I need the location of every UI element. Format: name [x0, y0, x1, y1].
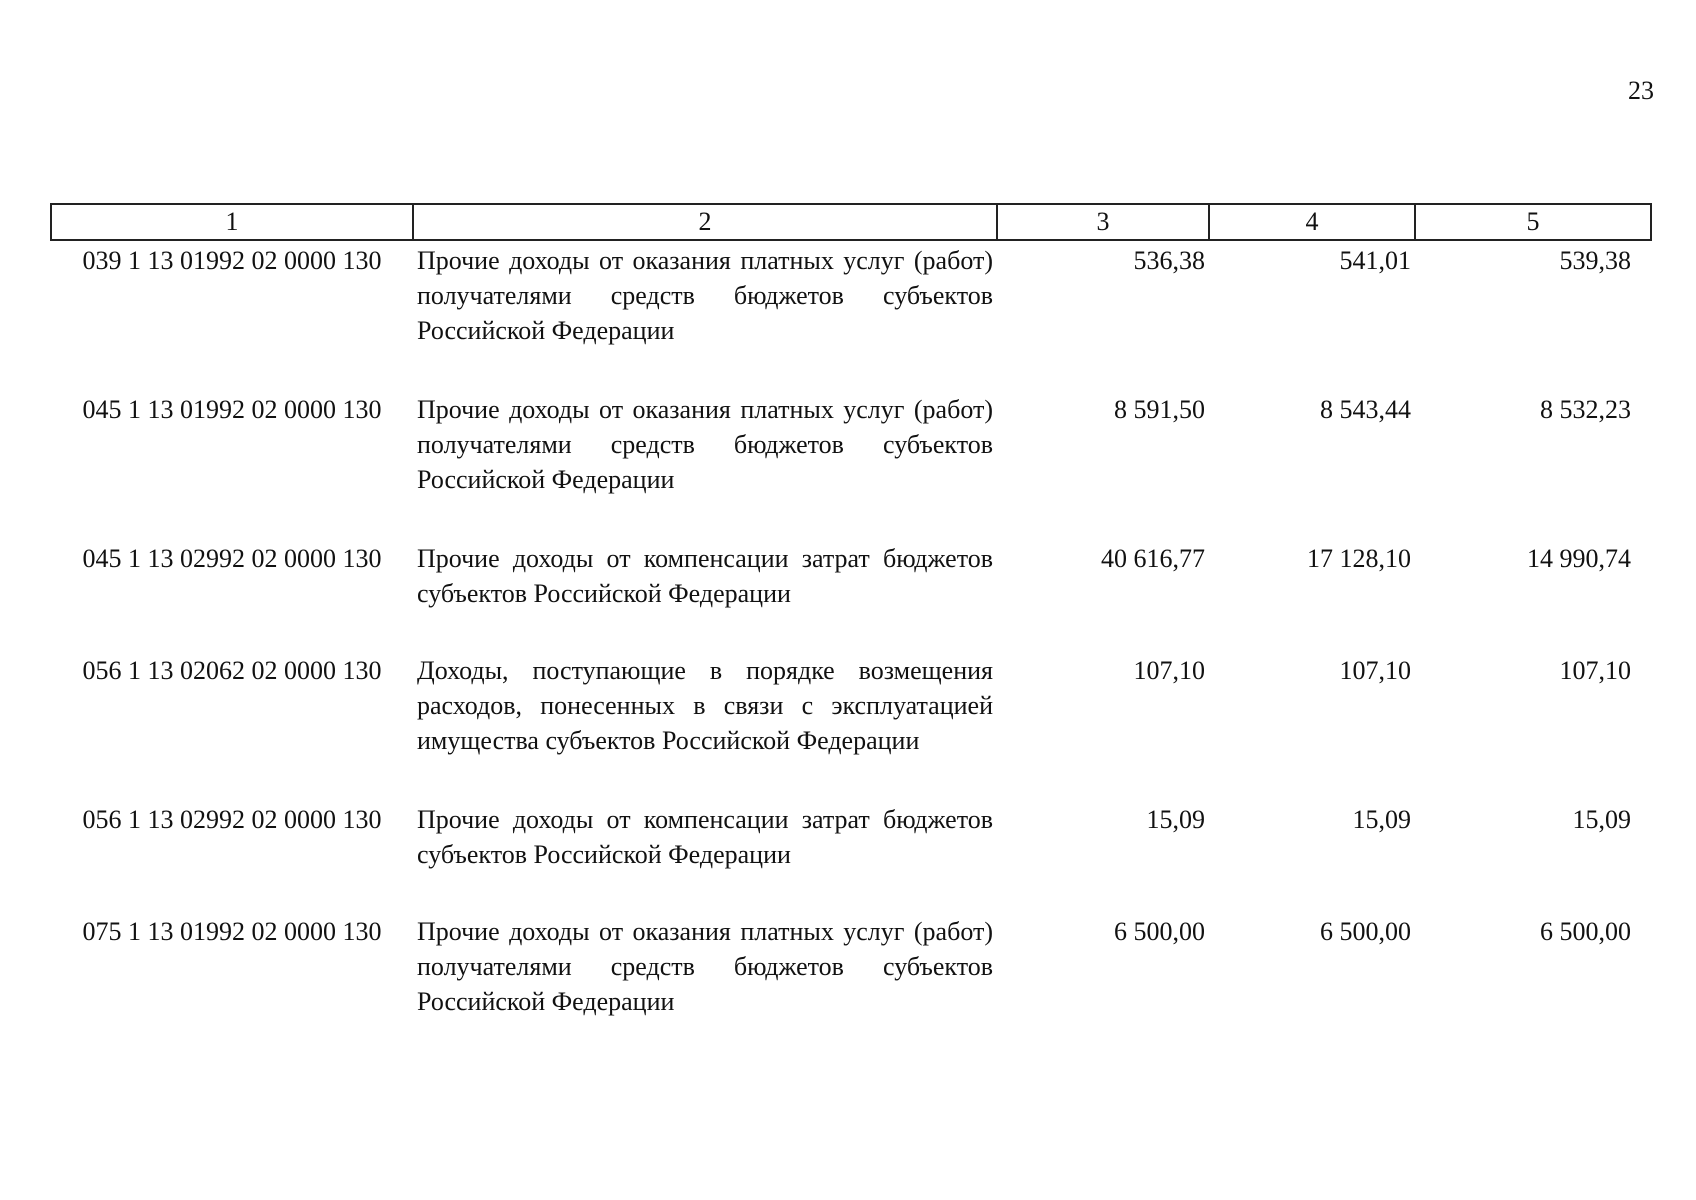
budget-revenue-table	[50, 203, 1652, 1019]
table-row	[51, 651, 1651, 800]
amount-column-4: 8 543,44	[1320, 395, 1411, 424]
revenue-code: 039 1 13 01992 02 0000 130	[82, 246, 382, 275]
amount-column-5: 15,09	[1572, 805, 1631, 834]
amount-column-4: 15,09	[1352, 805, 1411, 834]
revenue-code: 045 1 13 01992 02 0000 130	[82, 395, 382, 424]
amount-column-3: 536,38	[1133, 246, 1205, 275]
amount-column-3: 8 591,50	[1114, 395, 1205, 424]
amount-column-5: 6 500,00	[1540, 917, 1631, 946]
amount-column-5: 14 990,74	[1527, 544, 1631, 573]
revenue-code: 056 1 13 02992 02 0000 130	[82, 805, 382, 834]
revenue-description: Прочие доходы от оказания платных услуг (работ) получателями средств бюджетов субъектов Российской Федерации	[417, 917, 993, 1016]
amount-column-3: 40 616,77	[1101, 544, 1205, 573]
amount-column-3: 6 500,00	[1114, 917, 1205, 946]
column-header-5: 5	[1415, 204, 1651, 240]
revenue-description: Прочие доходы от оказания платных услуг (работ) получателями средств бюджетов субъектов Российской Федерации	[417, 395, 993, 494]
table-row	[51, 390, 1651, 539]
table-row	[51, 240, 1651, 390]
revenue-code: 056 1 13 02062 02 0000 130	[82, 656, 382, 685]
table-body	[51, 240, 1651, 1019]
amount-column-4: 6 500,00	[1320, 917, 1411, 946]
table-row	[51, 539, 1651, 651]
amount-column-4: 17 128,10	[1307, 544, 1411, 573]
amount-column-3: 15,09	[1146, 805, 1205, 834]
amount-column-5: 107,10	[1559, 656, 1631, 685]
column-header-3: 3	[997, 204, 1209, 240]
table-header	[51, 204, 1651, 240]
header-row	[51, 204, 1651, 240]
amount-column-5: 539,38	[1559, 246, 1631, 275]
page-number: 23	[1628, 76, 1654, 105]
column-header-4: 4	[1209, 204, 1415, 240]
table-row	[51, 912, 1651, 1019]
table-row	[51, 800, 1651, 912]
revenue-description: Прочие доходы от компенсации затрат бюджетов субъектов Российской Федерации	[417, 805, 993, 869]
revenue-description: Прочие доходы от оказания платных услуг (работ) получателями средств бюджетов субъектов Российской Федерации	[417, 246, 993, 345]
amount-column-5: 8 532,23	[1540, 395, 1631, 424]
amount-column-4: 541,01	[1339, 246, 1411, 275]
revenue-code: 045 1 13 02992 02 0000 130	[82, 544, 382, 573]
revenue-description: Доходы, поступающие в порядке возмещения расходов, понесенных в связи с эксплуатацией имущества субъектов Российской Федерации	[417, 656, 993, 755]
budget-table-container	[50, 203, 1650, 1019]
column-header-1: 1	[51, 204, 413, 240]
column-header-2: 2	[413, 204, 997, 240]
amount-column-3: 107,10	[1133, 656, 1205, 685]
revenue-description: Прочие доходы от компенсации затрат бюджетов субъектов Российской Федерации	[417, 544, 993, 608]
revenue-code: 075 1 13 01992 02 0000 130	[82, 917, 382, 946]
amount-column-4: 107,10	[1339, 656, 1411, 685]
